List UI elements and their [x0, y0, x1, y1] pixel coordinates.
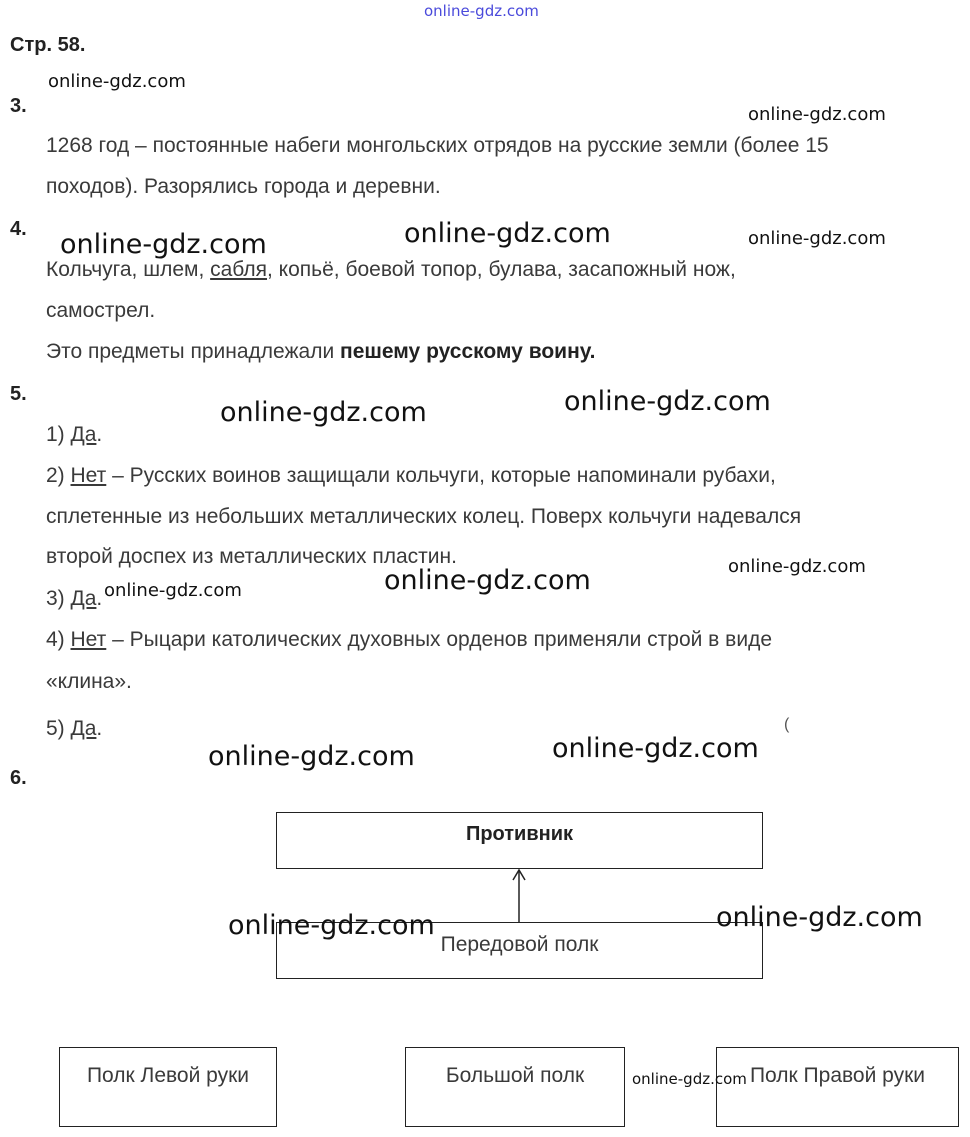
- item-number: 5): [46, 717, 71, 740]
- watermark: online-gdz.com: [552, 733, 759, 764]
- left-hand-regiment-box: [59, 1047, 277, 1127]
- task-5-item-4-cont: «клина».: [46, 670, 132, 693]
- task-4-line-2: самострел.: [46, 299, 156, 322]
- task-5-item-4: [46, 628, 772, 652]
- task-3-line-1: 1268 год – постоянные набеги монгольских отрядов на русские земли (более 15: [46, 134, 829, 157]
- watermark: online-gdz.com: [404, 218, 611, 249]
- task-5-item-1: [46, 423, 102, 447]
- task-4-underlined-item: сабля: [210, 258, 268, 281]
- main-regiment-label: Большой полк: [445, 1064, 585, 1087]
- enemy-box: [276, 812, 763, 869]
- task-4-line-1-start: Кольчуга, шлем,: [46, 258, 211, 281]
- item-answer: Да: [70, 717, 97, 740]
- item-number: 3): [46, 587, 71, 610]
- page-reference: Стр. 58.: [10, 34, 86, 56]
- enemy-label: Противник: [465, 823, 574, 845]
- task-5-item-2: [46, 464, 776, 488]
- arrow-up: [508, 868, 530, 924]
- task-4-line-3-start: Это предметы принадлежали: [46, 340, 341, 363]
- task-4-line-3: [46, 340, 595, 364]
- item-text: .: [96, 423, 103, 446]
- watermark: online-gdz.com: [60, 229, 267, 260]
- item-text: – Рыцари католических духовных орденов применяли строй в виде: [106, 628, 772, 651]
- task-3-number: 3.: [10, 95, 27, 117]
- item-answer: Да: [70, 423, 97, 446]
- main-regiment-box: [405, 1047, 625, 1127]
- watermark: online-gdz.com: [384, 565, 591, 596]
- item-text: .: [96, 587, 103, 610]
- task-6-number: 6.: [10, 767, 27, 789]
- item-answer: Нет: [70, 464, 107, 487]
- item-number: 4): [46, 628, 71, 651]
- task-5-item-3: [46, 587, 102, 611]
- stray-mark: (: [784, 716, 790, 733]
- watermark: online-gdz.com: [48, 71, 186, 92]
- right-hand-regiment-box: [716, 1047, 959, 1127]
- watermark: online-gdz.com: [220, 397, 427, 428]
- watermark: online-gdz.com: [716, 902, 923, 933]
- item-answer: Нет: [70, 628, 107, 651]
- task-5-item-5: [46, 717, 102, 741]
- watermark: online-gdz.com: [208, 741, 415, 772]
- task-4-line-1: [46, 258, 736, 282]
- task-4-line-1-end: , копьё, боевой топор, булава, засапожный нож,: [267, 258, 736, 281]
- task-4-number: 4.: [10, 218, 27, 240]
- watermark: online-gdz.com: [228, 910, 435, 941]
- left-hand-regiment-label: Полк Левой руки: [86, 1064, 250, 1087]
- task-3-line-2: походов). Разорялись города и деревни.: [46, 175, 441, 198]
- right-hand-regiment-label: Полк Правой руки: [749, 1064, 926, 1087]
- vanguard-label: Передовой полк: [440, 932, 599, 956]
- task-5-number: 5.: [10, 383, 27, 405]
- item-number: 1): [46, 423, 71, 446]
- item-text: – Русских воинов защищали кольчуги, которые напоминали рубахи,: [106, 464, 776, 487]
- watermark-top: online-gdz.com: [424, 2, 539, 20]
- watermark: online-gdz.com: [564, 386, 771, 417]
- task-4-answer-bold: пешему русскому воину.: [340, 340, 596, 363]
- watermark: online-gdz.com: [104, 580, 242, 601]
- watermark: online-gdz.com: [632, 1070, 747, 1088]
- item-answer: Да: [70, 587, 97, 610]
- item-number: 2): [46, 464, 71, 487]
- watermark: online-gdz.com: [728, 556, 866, 577]
- task-5-item-2-cont-1: сплетенные из небольших металлических колец. Поверх кольчуги надевался: [46, 505, 802, 528]
- item-text: .: [96, 717, 103, 740]
- watermark: online-gdz.com: [748, 104, 886, 125]
- watermark: online-gdz.com: [748, 228, 886, 249]
- task-5-item-2-cont-2: второй доспех из металлических пластин.: [46, 545, 457, 568]
